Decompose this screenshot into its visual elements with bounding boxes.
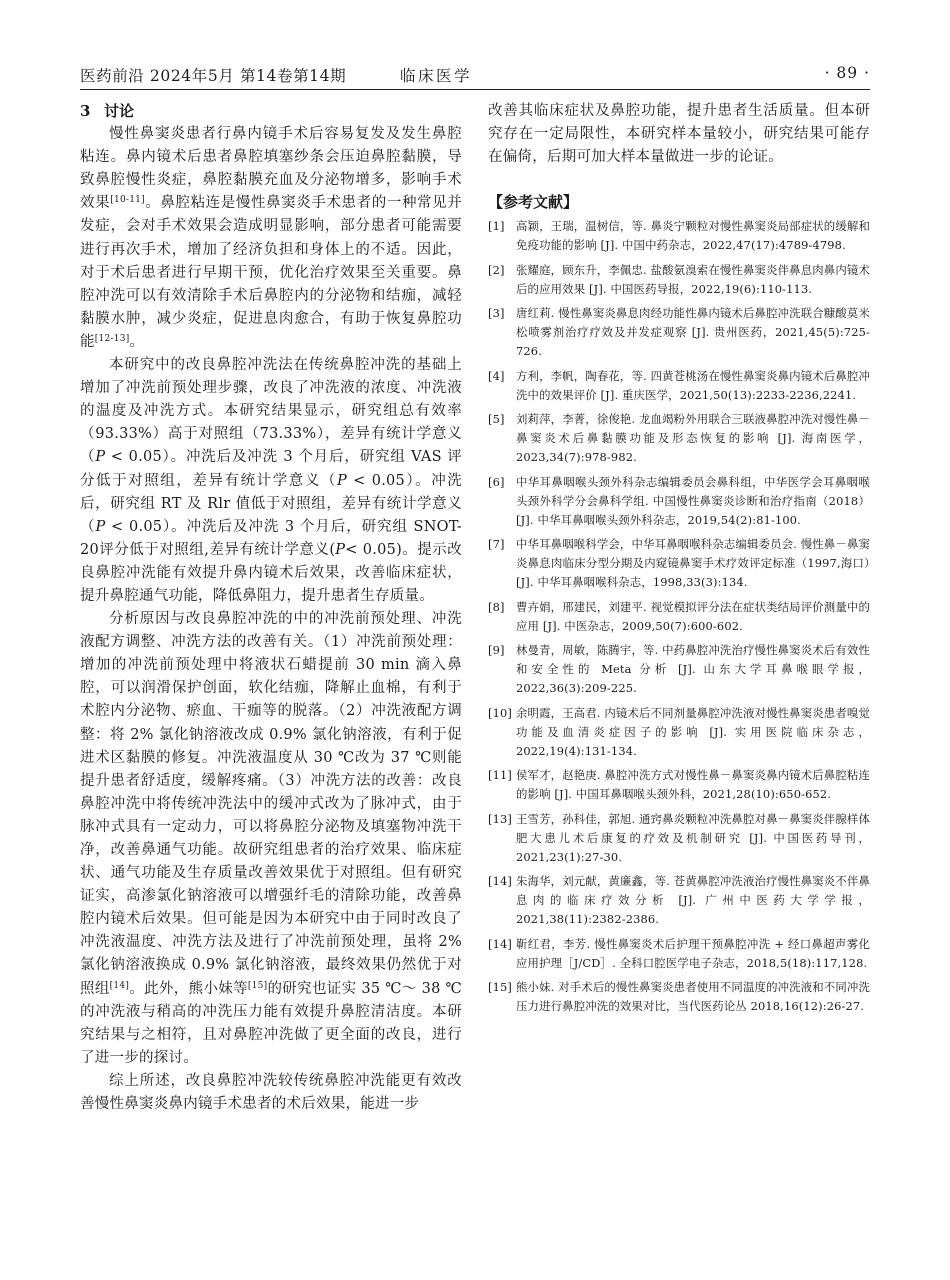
discussion-paragraph-4-continued: 改善其临床症状及鼻腔功能，提升患者生活质量。但本研究存在一定局限性，本研究样本量较小，研究结果可能存在偏倚，后期可加大样本量做进一步的论证。 [488,103,870,166]
discussion-paragraph-4: 综上所述，改良鼻腔冲洗较传统鼻腔冲洗能更有效改善慢性鼻窦炎鼻内镜手术患者的术后效果，能进一步 [80,1072,462,1113]
section-number: 3 [80,102,91,120]
reference-number: [4] [488,368,505,383]
right-column [488,100,870,1212]
text-run: 。此外，熊小妹等 [129,980,248,997]
discussion-paragraph-3 [80,608,462,1070]
discussion-paragraph-2 [80,354,462,608]
reference-number: [5] [488,412,505,427]
text-run: 。 [129,333,145,350]
section-title: 讨论 [104,102,135,120]
reference-number: [10] [488,705,512,720]
reference-text: 张耀庭，顾东升，李佩忠. 盐酸氨溴索在慢性鼻窦炎伴鼻息肉鼻内镜术后的应用效果 [J]. 中国医药导报，2022,19(6):110-113. [516,262,870,296]
text-run: 。鼻腔粘连是慢性鼻窦炎手术患者的一种常见并发症，会对手术效果会造成明显影响，部分患者可能需要进行再次手术，增加了经济负担和身体上的不适。因此，对于术后患者进行早期干预，优化治疗效果至关重要。鼻腔冲洗可以有效清除手术后鼻腔内的分泌物和结痂，减轻黏膜水肿，减少炎症，促进息肉愈合，有助于恢复鼻腔功能 [80,195,462,350]
reference-text: 中华耳鼻咽喉科学会，中华耳鼻咽喉科杂志编辑委员会. 慢性鼻－鼻窦炎鼻息肉临床分型分期及内窥镜鼻窦手术疗效评定标准（1997,海口）[J]. 中华耳鼻咽喉科杂志，1998,33(3):134. [516,537,870,590]
reference-text: 刘莉萍，李菁，徐俊艳. 龙血竭粉外用联合三联液鼻腔冲洗对慢性鼻－鼻窦炎术后鼻黏膜功能及形态恢复的影响 [J]. 海南医学，2023,34(7):978-982. [516,412,870,465]
reference-text: 朱海华，刘元献，黄廉鑫，等. 苍黄鼻腔冲洗液治疗慢性鼻窦炎不伴鼻息肉的临床疗效分析 [J]. 广州中医药大学学报，2021,38(11):2382-2386. [516,874,870,927]
text-run: 慢性鼻窦炎患者行鼻内镜手术后容易复发及发生鼻腔粘连。鼻内镜术后患者鼻腔填塞纱条会压迫鼻腔黏膜，导致鼻腔慢性炎症，鼻腔黏膜充血及分泌物增多，影响手术效果 [80,126,462,212]
reference-number: [13] [488,811,512,826]
reference-number: [9] [488,643,505,658]
text-run: 本研究中的改良鼻腔冲洗法在传统鼻腔冲洗的基础上增加了冲洗前预处理步骤，改良了冲洗液的浓度、冲洗液的温度及冲洗方式。本研究结果显示，研究组总有效率（93.33%）高于对照组（73.33%），差异有统计学意义（ [80,357,462,466]
reference-number: [11] [488,768,512,783]
section-heading [80,100,462,123]
reference-item [488,598,870,636]
reference-number: [14] [488,936,512,951]
reference-number: [1] [488,219,505,234]
text-run: < 0.05）。冲洗后，研究组 RT 及 Rlr 值低于对照组，差异有统计学意义（ [80,472,462,535]
reference-text: 余明霞，王高君. 内镜术后不同剂量鼻腔冲洗液对慢性鼻窦炎患者嗅觉功能及血清炎症因子的影响 [J]. 实用医院临床杂志，2022,19(4):131-134. [516,705,870,758]
reference-item [488,304,870,361]
text-run: < 0.05)。提示改良鼻腔冲洗能有效提升鼻内镜术后效果，改善临床症状，提升鼻腔通气功能，降低鼻阻力，提升患者生存质量。 [80,541,462,604]
discussion-paragraph-1 [80,123,462,354]
citation: [14] [109,980,130,991]
reference-text: 侯军才，赵艳庚. 鼻腔冲洗方式对慢性鼻－鼻窦炎鼻内镜术后鼻腔粘连的影响 [J]. 中国耳鼻咽喉头颈外科，2021,28(10):650-652. [516,768,870,802]
reference-item [488,410,870,467]
reference-item [488,261,870,299]
reference-item [488,641,870,698]
reference-item [488,810,870,867]
reference-item [488,217,870,255]
journal-info: 医药前沿 2024年5月 第14卷第14期 [80,67,347,85]
reference-text: 方利，李帆，陶春花，等. 四黄苍桃汤在慢性鼻窦炎鼻内镜术后鼻腔冲洗中的效果评价 [J]. 重庆医学，2021,50(13):2233-2236,2241. [516,368,870,402]
section-label: 临床医学 [400,67,473,85]
reference-item [488,704,870,761]
p-symbol: P [335,541,346,558]
text-run: 分析原因与改良鼻腔冲洗的中的冲洗前预处理、冲洗液配方调整、冲洗方法的改善有关。（1）冲洗前预处理：增加的冲洗前预处理中将液状石蜡提前 30 min 滴入鼻腔，可以润滑保护创面，软化结痂，降解止血棉，有利于术腔内分泌物、瘀血、干痂等的脱落。（2）冲洗液配方调整：将 2% 氯化钠溶液改成 0.9% 氯化钠溶液，有利于促进术区黏膜的修复。冲洗液温度从 30 ℃改为 37 ℃则能提升患者舒适度，缓解疼痛。（3）冲洗方法的改善：改良鼻腔冲洗中将传统冲洗法中的缓冲式改为了脉冲式，由于脉冲式具有一定动力，可以将鼻腔分泌物及填塞物冲洗干净，改善鼻通气功能。故研究组患者的治疗效果、临床症状、通气功能及生存质量改善效果优于对照组。但有研究证实，高渗氯化钠溶液可以增强纤毛的清除功能，改善鼻腔内镜术后效果。但可能是因为本研究中由于同时改良了冲洗液温度、冲洗方法及进行了冲洗前预处理，虽将 2% 氯化钠溶液换成 0.9% 氯化钠溶液，最终效果仍然优于对照组 [80,611,462,997]
reference-text: 林曼青，周敏，陈腾宇，等. 中药鼻腔冲洗治疗慢性鼻窦炎术后有效性和安全性的 Meta 分析 [J]. 山东大学耳鼻喉眼学报，2022,36(3):209-225. [516,643,870,696]
reference-number: [2] [488,262,505,277]
running-header [80,60,870,90]
p-symbol: P [95,449,106,466]
p-symbol: P [95,518,106,535]
reference-number: [7] [488,537,505,552]
left-column [80,100,462,1212]
reference-text: 曹卉娟，邢建民，刘建平. 视觉模拟评分法在症状类结局评价测量中的应用 [J]. 中医杂志，2009,50(7):600-602. [516,599,870,633]
reference-item [488,766,870,804]
reference-text: 靳红君，李芳. 慢性鼻窦炎术后护理干预鼻腔冲洗 + 经口鼻超声雾化应用护理［J/CD］. 全科口腔医学电子杂志，2018,5(18):117,128. [516,936,870,970]
reference-text: 熊小妹. 对手术后的慢性鼻窦炎患者使用不同温度的冲洗液和不同冲洗压力进行鼻腔冲洗的效果对比，当代医药论丛 2018,16(12):26-27. [516,980,870,1014]
p-symbol: P [336,472,347,489]
citation: [12-13] [94,333,130,344]
text-run: 的研究也证实 35 ℃～ 38 ℃的冲洗液与稍高的冲洗压力能有效提升鼻腔清洁度。本研究结果与之相符，且对鼻腔冲洗做了更全面的改良，进行了进一步的探讨。 [80,980,462,1066]
text-run: < 0.05）。冲洗后及冲洗 3 个月后，研究组 VAS 评分低于对照组，差异有统计学意义（ [80,449,462,489]
reference-list [488,217,870,1016]
references-section [488,191,870,1016]
reference-number: [14] [488,874,512,889]
reference-item [488,535,870,592]
reference-text: 中华耳鼻咽喉头颈外科杂志编辑委员会鼻科组，中华医学会耳鼻咽喉头颈外科学分会鼻科学组. 中国慢性鼻窦炎诊断和治疗指南（2018）[J]. 中华耳鼻咽喉头颈外科杂志，2019,54(2):81-100. [516,474,870,527]
text-run: < 0.05）。冲洗后及冲洗 3 个月后，研究组 SNOT-20评分低于对照组,差异有统计学意义( [80,518,462,558]
reference-item [488,872,870,929]
reference-item [488,935,870,973]
reference-number: [15] [488,980,512,995]
reference-number: [3] [488,306,505,321]
citation: [10-11] [110,195,145,206]
reference-item [488,367,870,405]
reference-number: [6] [488,474,505,489]
reference-number: [8] [488,599,505,614]
reference-item [488,473,870,530]
reference-text: 王雪芳，孙科佳，郭旭. 通窍鼻炎颗粒冲洗鼻腔对鼻－鼻窦炎伴腺样体肥大患儿术后康复的疗效及机制研究 [J]. 中国医药导刊，2021,23(1):27-30. [516,811,870,864]
page-number: · 89 · [824,64,870,82]
citation: [15] [247,980,268,991]
reference-text: 高颖，王瑞，温树信，等. 鼻炎宁颗粒对慢性鼻窦炎局部症状的缓解和免疫功能的影响 [J]. 中国中药杂志，2022,47(17):4789-4798. [516,219,870,253]
reference-text: 唐红莉. 慢性鼻窦炎鼻息肉经功能性鼻内镜术后鼻腔冲洗联合糠酸莫米松喷雾剂治疗疗效及并发症观察 [J]. 贵州医药，2021,45(5):725-726. [516,306,870,359]
reference-item [488,978,870,1016]
references-title: 【参考文献】 [488,193,579,212]
